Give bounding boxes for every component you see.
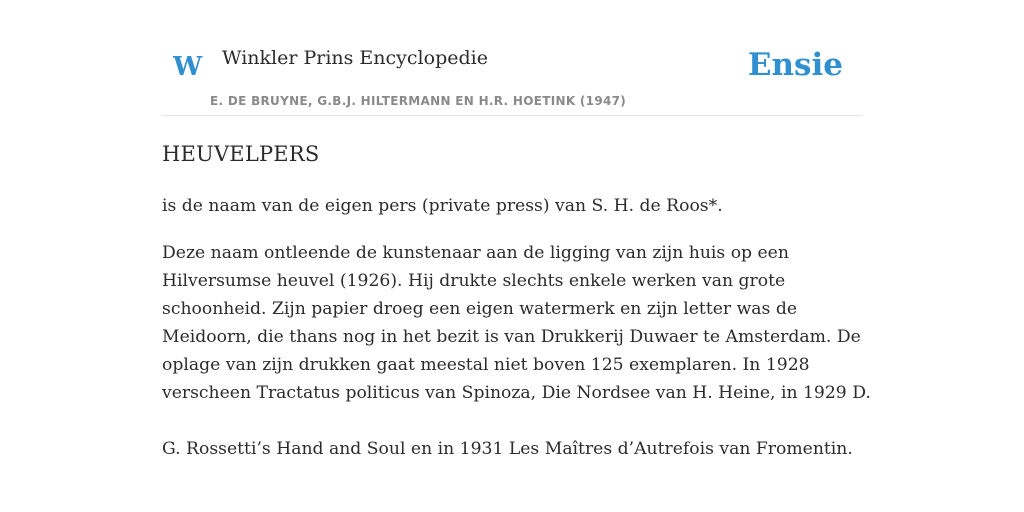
entry-title: HEUVELPERS <box>162 142 320 166</box>
brand-logo[interactable]: Ensie <box>747 47 843 83</box>
entry-paragraph-1: is de naam van de eigen pers (private press) van S. H. de Roos*. <box>162 196 723 216</box>
entry-paragraph-2: Deze naam ontleende de kunstenaar aan de ligging van zijn huis op een Hilversumse heuvel (1926). Hij drukte slechts enkele werken van grote schoonheid. Zijn papier droeg een eigen watermerk en zijn letter was de Meidoorn, die thans nog in het bezit is van Drukkerij Duwaer te Amsterdam. De oplage van zijn drukken gaat meestal niet boven 125 exemplaren. In 1928 verscheen Tractatus politicus van Spinoza, Die Nordsee van H. Heine, in 1929 D. <box>162 243 871 403</box>
entry-paragraph-3: G. Rossetti’s Hand and Soul en in 1931 Les Maîtres d’Autrefois van Fromentin. <box>162 439 853 459</box>
publication-title[interactable]: Winkler Prins Encyclopedie <box>222 47 488 69</box>
site-header <box>162 38 862 116</box>
publication-authors: E. DE BRUYNE, G.B.J. HILTERMANN EN H.R. HOETINK (1947) <box>210 94 627 108</box>
publication-logo-icon[interactable]: W <box>173 52 203 82</box>
